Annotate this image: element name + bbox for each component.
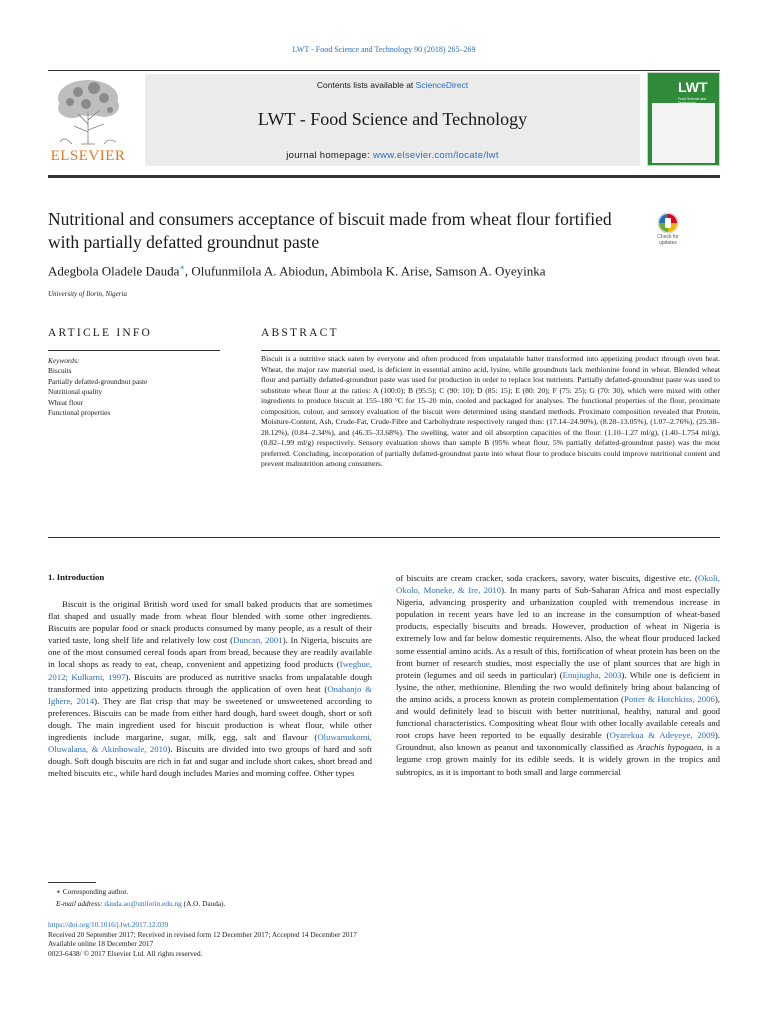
introduction-paragraph: [48, 598, 372, 779]
citation-link[interactable]: Onabanjo & Ighere, 2014: [48, 683, 372, 706]
article-info-heading: ARTICLE INFO: [48, 327, 152, 339]
species-name: Arachis hypogaea: [637, 742, 702, 753]
article-title: Nutritional and consumers acceptance of biscuit made from wheat flour fortified with partially defatted groundnut paste: [48, 209, 612, 252]
homepage-link[interactable]: www.elsevier.com/locate/lwt: [372, 150, 499, 161]
keyword-item: Biscuits: [48, 366, 72, 376]
copyright: 0023-6438/ © 2017 Elsevier Ltd. All rights reserved.: [48, 948, 203, 958]
check-updates-label: Check for updates: [657, 234, 679, 246]
footnote: [56, 886, 225, 909]
abstract-text: Biscuit is a nutritive snack eaten by everyone and often produced from unpalatable batter transformed into appetizing product through oven heat. Wheat, the major raw material used, is deficient in essential amino acid, lysine, while groundnuts lack methionine found in wheat. Blended wheat flour and partially defatted-groundnut paste was used for production in order to replace lost nutrients. Partially defatted-groundnut paste was used to substitute wheat flour at the ratios: A (100:0); B (95:5); C (90: 10); D (85: 15); E (80: 20); F (75: 25); G (70: 30), which were mixed with other ingredients to produce biscuit at 155–180 °C for 15–20 min, cooled and packaged for analyses. The functional properties of the flour, proximate composition, colour, and sensory evaluation of the biscuit were determined using standard methods. Proximate composition revealed that Protein, Moisture-Content, Ash, Crude-Fat, Crude-Fibre and Carbohydrate respectively ranged thus: (17.14–24.90%), (8.28–13.05%), (1.07–2.76%), (25.38–28.12%), (0.84–2.34%), and (46.35–33.68%). The swelling, water and oil absorption capacities of the flour: (1.10–1.27 ml/g), (1.40–1.754 ml/g), (0.82–1.99 ml/g) respectively. Sensory evaluation shows than sample B (95% wheat flour, 5% partially defatted-groundnut paste) was the most preferred. Concluding, incorporation of partially defatted-groundnut paste into wheat flour to produce biscuits could improve nutritional content and prevent malnutrition among consumers.: [261, 354, 720, 469]
introduction-heading: 1. Introduction: [48, 572, 105, 582]
received-dates: Received 20 September 2017; Received in revised form 12 December 2017; Accepted 14 December 2017: [48, 929, 357, 939]
available-online: Available online 18 December 2017: [48, 939, 154, 949]
body-text: Biscuit is the original British word used for small baked products that are sometimes flat shaped and usually made from wheat flour blended with some other ingredients. Biscuits are popular food or snack products consumed by many people, as a result of their varied taste, long shelf life and relatively low cost (: [48, 599, 372, 646]
header-bottom-rule: [48, 175, 720, 178]
citation-link[interactable]: Okoli, Okolo, Moneke, & Ire, 2010: [396, 573, 720, 596]
corresponding-author-mark[interactable]: ∗: [179, 263, 185, 272]
citation-link[interactable]: Oyarekua & Adeyeye, 2009: [609, 730, 715, 741]
doi-link[interactable]: https://doi.org/10.1016/j.lwt.2017.12.039: [48, 920, 169, 929]
email-label: E-mail address:: [56, 898, 103, 908]
contents-prefix: Contents lists available at: [316, 80, 416, 90]
abstract-heading: ABSTRACT: [261, 327, 339, 339]
keywords-label: Keywords:: [48, 356, 80, 365]
footnote-mark: ∗: [56, 887, 61, 896]
citation-link[interactable]: Duncan, 2001: [233, 635, 283, 646]
email-link[interactable]: dauda.ao@unilorin.edu.ng: [104, 898, 182, 908]
keyword-item: Wheat flour: [48, 397, 84, 407]
check-for-updates-badge[interactable]: [648, 211, 688, 251]
abstract-rule: [261, 350, 720, 351]
keywords-block: [48, 356, 220, 418]
author-list: [48, 263, 688, 279]
homepage-label: journal homepage:: [286, 150, 373, 161]
body-text: ), and would definitely lead to biscuit with better nutritional, healthy, natural and good functional characteristics. Compositing wheat flour with other locally available cereals and root crops have been reported to be equally desirable (: [396, 693, 720, 741]
footnote-text: Corresponding author.: [60, 887, 129, 896]
body-text: ). Biscuits are produced as nutritive snacks from unpalatable dough transformed into appetizing products through the application of oven heat (: [48, 671, 372, 694]
article-info-rule: [48, 350, 220, 351]
keyword-item: Partially defatted-groundnut paste: [48, 376, 148, 386]
cover-subtitle: Food Science and: [678, 97, 707, 101]
keyword-item: Functional properties: [48, 408, 111, 418]
journal-title: LWT - Food Science and Technology: [257, 109, 528, 129]
citation-link[interactable]: Potter & Hotchkiss, 2006: [623, 693, 715, 704]
corresponding-author-note: [56, 886, 225, 898]
body-text: ). While one is deficient in lysine, the other, methionine. Blending the two would definitely bring about balancing of the amino acids, a process known as protein complementation (: [396, 669, 720, 704]
corresponding-author-name[interactable]: Adegbola Oladele Dauda: [48, 263, 180, 279]
body-text: ). In Nigeria, biscuits are one of the most consumed cereal foods apart from bread, because they are readily available in local shops as ready to eat, cheap, convenient and appetizing food products (: [48, 635, 372, 670]
keyword-item: Nutritional quality: [48, 387, 103, 397]
email-line: [56, 898, 225, 910]
cover-title: LWT: [678, 79, 708, 95]
elsevier-wordmark: ELSEVIER: [50, 148, 126, 164]
header-top-rule: [48, 70, 720, 71]
homepage-line: [145, 150, 640, 161]
body-column-right: [396, 572, 720, 778]
body-text: ). In many parts of Sub-Saharan Africa and most especially Nigeria, advancing prosperity and urbanization coupled with tremendous increase in population in recent years have led to an increase in the consumption of wheat-based products, especially biscuits and breads. However, production of wheat in Nigeria is extremely low and far below domestic requirements. Also, the wheat flour produced lacked some essential amino acids. As a result of this, fortification of wheat protein has been on the front burner of research studies, most especially the use of plant sources that are high in protein (legumes and oil seeds in particular) (: [396, 585, 720, 680]
body-column-left: [48, 598, 372, 779]
email-suffix: (A.O. Dauda).: [181, 898, 226, 908]
check-updates-icon: [648, 211, 688, 235]
journal-reference-link[interactable]: LWT - Food Science and Technology 90 (2018) 265–269: [292, 45, 476, 54]
sciencedirect-link[interactable]: ScienceDirect: [415, 80, 469, 90]
abstract-bottom-rule: [48, 537, 720, 538]
citation-link[interactable]: Oluwamukomi, Oluwalana, & Akinbowale, 2010: [48, 732, 372, 755]
footnote-rule: [48, 882, 96, 883]
other-authors: , Olufunmilola A. Abiodun, Abimbola K. Arise, Samson A. Oyeyinka: [184, 263, 546, 279]
affiliation: University of Ilorin, Nigeria: [48, 290, 127, 298]
citation-link[interactable]: Enujiugha, 2003: [562, 669, 622, 680]
body-text: of biscuits are cream cracker, soda crackers, savory, water biscuits, digestive etc. (: [396, 573, 698, 583]
introduction-paragraph-continued: [396, 572, 720, 778]
cover-page-area: [652, 103, 715, 163]
body-text: ). Groundnut, also known as peanut and taxonomically classified as: [396, 730, 720, 753]
citation-link[interactable]: Iwegbue, 2012; Kulkarni, 1997: [48, 659, 372, 682]
body-text: ). They are flat crisp that may be sweetened or unsweetened according to preferences. Biscuits can be made from either hard dough, hard sweet dough, short or soft dough. The main ingredient used for biscuit production is wheat flour, while other ingredients include margarine, sugar, milk, egg, salt and flavour (: [48, 695, 372, 743]
contents-line: [145, 80, 640, 90]
body-text: , is a legume crop grown mainly for its edible seeds. It is widely grown in the tropics and subtropics, as it is important to both small and large commercial: [396, 742, 720, 777]
journal-cover-thumbnail[interactable]: [647, 72, 720, 166]
body-text: ). Biscuits are divided into two groups of hard and soft dough. Soft dough biscuits are rich in fat and sugar and include short cakes, short bread and melted biscuits etc., while hard dough includes Maries and morning coffee. Other types: [48, 744, 372, 779]
publication-info: [48, 920, 357, 958]
